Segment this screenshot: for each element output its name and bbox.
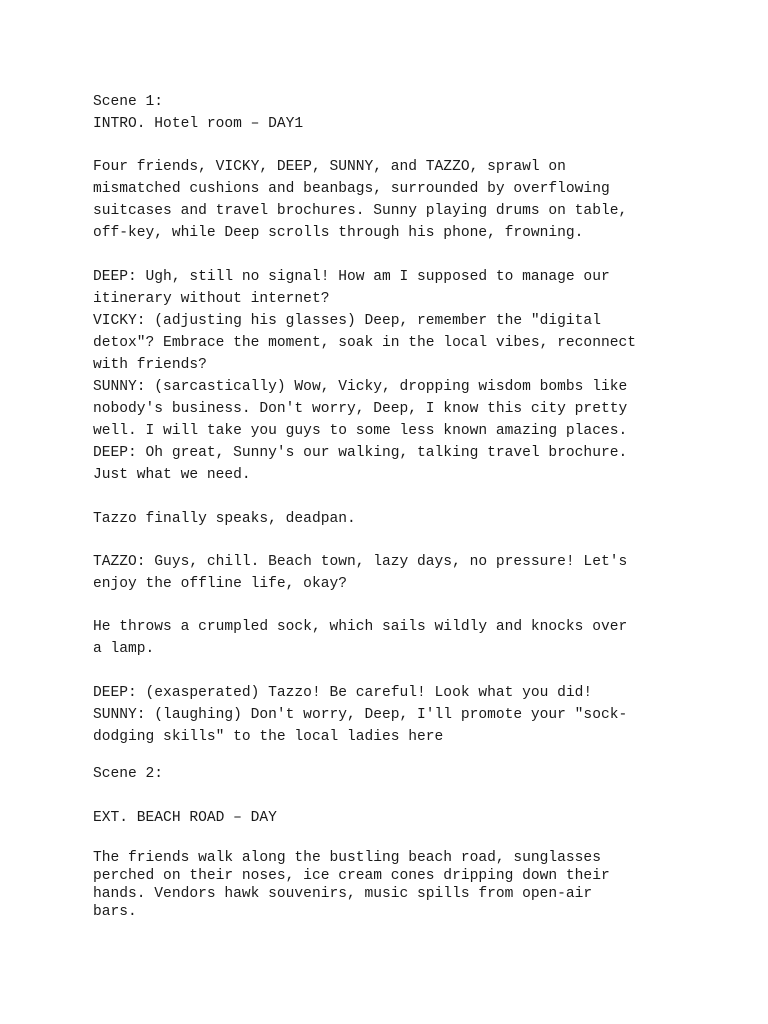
scene-1-action-2: Tazzo finally speaks, deadpan. xyxy=(93,511,356,527)
scene-1-slugline: INTRO. Hotel room – DAY1 xyxy=(93,116,304,132)
scene-2-action-1: The friends walk along the bustling beach road, sunglasses perched on their noses, ice cream cones dripping down their hands. Vendors hawk souvenirs, music spills from open-air bars. xyxy=(93,850,610,920)
scene-1-action-1: Four friends, VICKY, DEEP, SUNNY, and TAZZO, sprawl on mismatched cushions and beanbags, surrounded by overflowing suitcases and travel brochures. Sunny playing drums on table, off-key, while Deep scrolls through his phone, frowning. xyxy=(93,159,628,241)
scene-2-slugline: EXT. BEACH ROAD – DAY xyxy=(93,810,277,826)
scene-1-action-3: He throws a crumpled sock, which sails wildly and knocks over a lamp. xyxy=(93,619,628,657)
scene-1-dialogue-2: TAZZO: Guys, chill. Beach town, lazy days, no pressure! Let's enjoy the offline life, okay? xyxy=(93,554,628,592)
scene-1-dialogue-1: DEEP: Ugh, still no signal! How am I supposed to manage our itinerary without internet? VICKY: (adjusting his glasses) Deep, remember the "digital detox"? Embrace the moment, soak in the local vibes, reconnect with friends? SUNNY: (sarcastically) Wow, Vicky, dropping wisdom bombs like nobody's business. Don't worry, Deep, I know this city pretty well. I will take you guys to some less known amazing places. DEEP: Oh great, Sunny's our walking, talking travel brochure. Just what we need. xyxy=(93,269,636,483)
scene-1-heading: Scene 1: xyxy=(93,94,164,110)
scene-1-dialogue-3: DEEP: (exasperated) Tazzo! Be careful! Look what you did! SUNNY: (laughing) Don't worry, Deep, I'll promote your "sock- dodging skills" to the local ladies here xyxy=(93,685,628,745)
scene-2-heading: Scene 2: xyxy=(93,766,164,782)
